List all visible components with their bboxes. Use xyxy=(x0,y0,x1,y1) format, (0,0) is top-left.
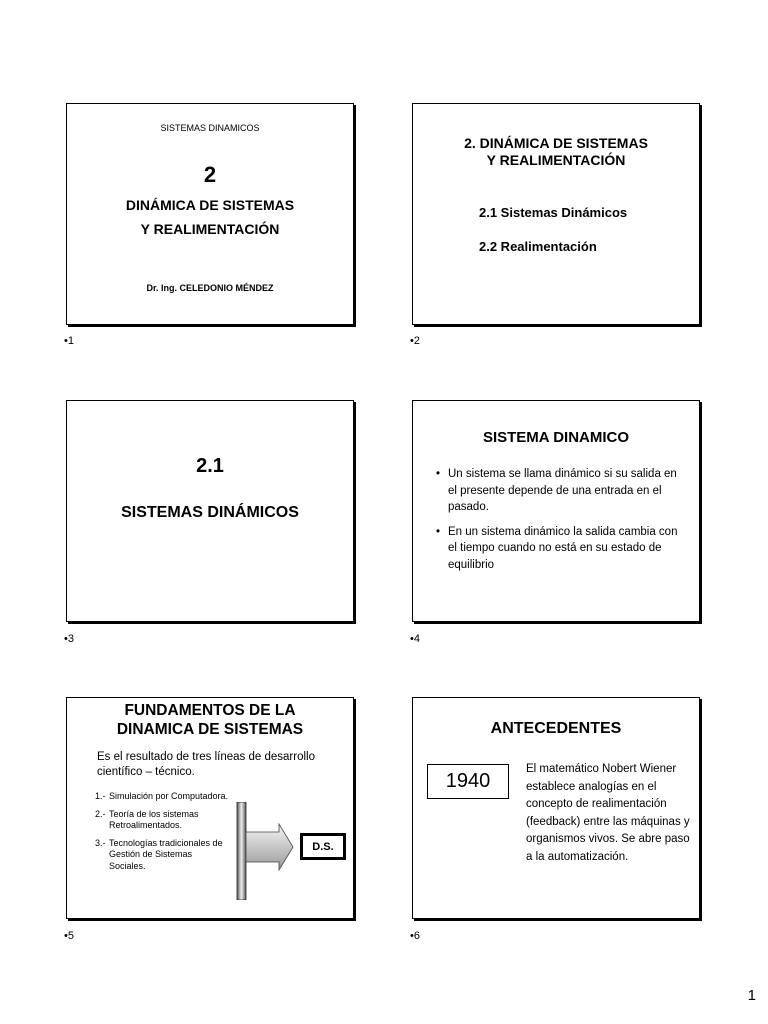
bullet-item: • Un sistema se llama dinámico si su salida en el presente depende de una entrada en el pasado. xyxy=(436,466,686,516)
bullet-list xyxy=(436,466,686,573)
slide-title: ANTECEDENTES xyxy=(490,720,622,737)
slide-title-line2: DINAMICA DE SISTEMAS xyxy=(116,721,304,738)
year-box: 1940 xyxy=(427,764,509,799)
slide-title-line1: FUNDAMENTOS DE LA xyxy=(124,702,296,719)
list-text: Tecnologías tradicionales de Gestión de Sistemas Sociales. xyxy=(109,837,223,871)
slide-title: SISTEMAS DINÁMICOS xyxy=(121,504,299,521)
slide-3 xyxy=(66,400,354,622)
list-item xyxy=(95,791,230,803)
intro-text: Es el resultado de tres líneas de desarrollo científico – técnico. xyxy=(97,751,315,778)
list-number: 1.- xyxy=(95,791,106,801)
section-number: 2.1 xyxy=(196,455,224,477)
slide-title-line2: Y REALIMENTACIÓN xyxy=(486,152,626,168)
list-text: Teoría de los sistemas Retroalimentados. xyxy=(109,808,199,830)
slide-number: •6 xyxy=(410,930,420,942)
chapter-number: 2 xyxy=(203,162,217,187)
page-number: 1 xyxy=(747,987,756,1004)
body-text: El matemático Nobert Wiener establece analogías en el concepto de realimentación (feedback) entre las máquinas y organismos vivos. Se abre paso a la automatización. xyxy=(526,763,690,863)
slide-number: •2 xyxy=(410,335,420,347)
slide-2 xyxy=(412,103,700,325)
slide-1 xyxy=(66,103,354,325)
slide-title-line1: DINÁMICA DE SISTEMAS xyxy=(125,197,295,213)
list-item xyxy=(95,809,230,832)
list-item xyxy=(95,838,230,873)
list-number: 3.- xyxy=(95,837,106,848)
development-list xyxy=(95,791,230,872)
merge-arrow-icon xyxy=(235,802,295,900)
bullet-item: • En un sistema dinámico la salida cambia con el tiempo cuando no está en su estado de equilibrio xyxy=(436,524,686,574)
slide-number: •5 xyxy=(64,930,74,942)
author: Dr. Ing. CELEDONIO MÉNDEZ xyxy=(146,283,274,293)
slide-number: •4 xyxy=(410,633,420,645)
toc-item: 2.1 Sistemas Dinámicos xyxy=(479,205,628,220)
slide-4 xyxy=(412,400,700,622)
toc-item: 2.2 Realimentación xyxy=(479,239,597,254)
list-number: 2.- xyxy=(95,808,106,819)
slide-6 xyxy=(412,697,700,919)
list-text: Simulación por Computadora. xyxy=(109,791,229,801)
slide-title: SISTEMA DINAMICO xyxy=(482,429,630,446)
slide-header: SISTEMAS DINAMICOS xyxy=(160,123,260,133)
ds-box: D.S. xyxy=(300,833,346,860)
slide-number: •1 xyxy=(64,335,74,347)
slide-5 xyxy=(66,697,354,919)
slide-title-line1: 2. DINÁMICA DE SISTEMAS xyxy=(464,135,648,151)
slide-title-line2: Y REALIMENTACIÓN xyxy=(140,221,280,237)
slide-number: •3 xyxy=(64,633,74,645)
